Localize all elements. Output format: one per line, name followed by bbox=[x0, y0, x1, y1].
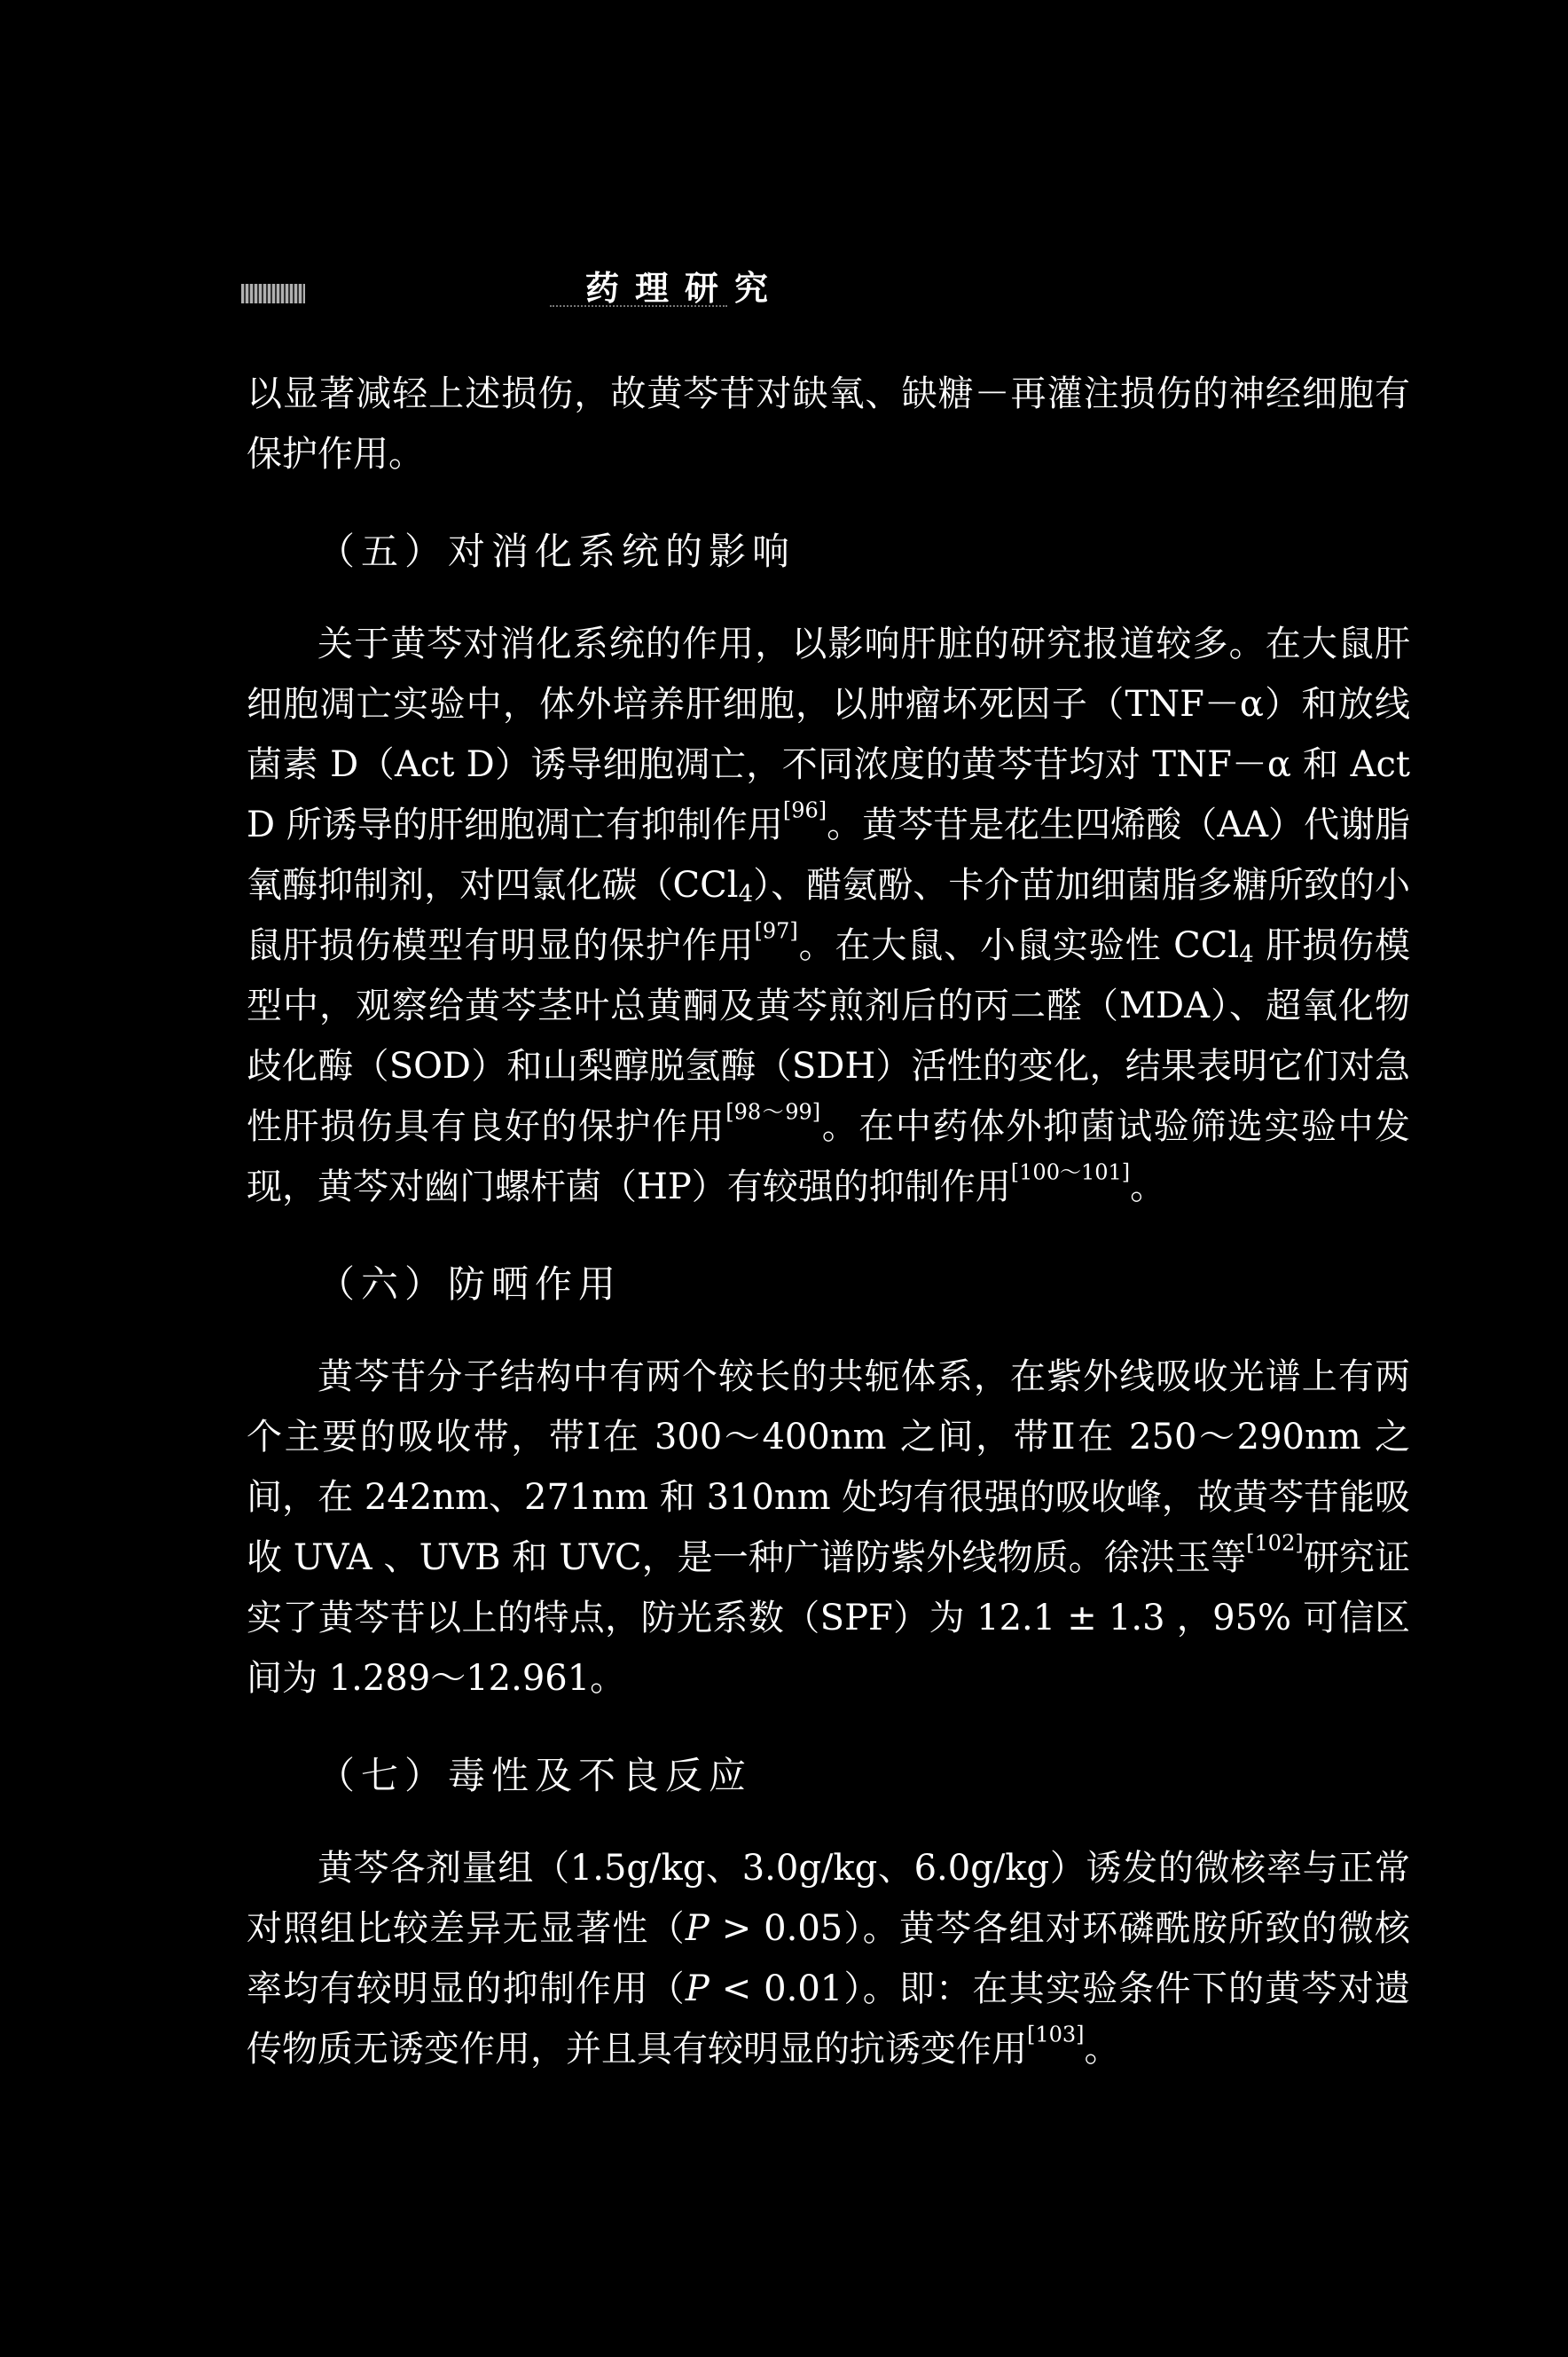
section-heading-digestive: （五）对消化系统的影响 bbox=[318, 530, 796, 573]
paragraph-sunscreen bbox=[247, 1347, 1410, 1709]
p-value-symbol: P bbox=[685, 1908, 710, 1949]
text-run: 关于黄芩对消化系统的作用，以影响肝脏的研究报道较多。在大鼠肝细胞凋亡实验中，体外培养肝细胞，以肿瘤坏死因子（TNF－α）和放线菌素 D（Act D）诱导细胞凋亡，不同浓度的黄芩苷均对 TNF－α 和 Act D 所诱导的肝细胞凋亡有抑制作用 bbox=[247, 624, 1410, 845]
text-run: < 0.01）。即：在其实验条件下的黄芩对遗传物质无诱变作用，并且具有较明显的抗诱变作用 bbox=[247, 1968, 1410, 2070]
section-heading-toxicity: （七）毒性及不良反应 bbox=[318, 1754, 753, 1797]
text-run: 黄芩苷分子结构中有两个较长的共轭体系，在紫外线吸收光谱上有两个主要的吸收带，带Ⅰ在 300～400nm 之间，带Ⅱ在 250～290nm 之间，在 242nm、271nm 和 310nm 处均有很强的吸收峰，故黄芩苷能吸收 UVA 、UVB 和 UVC，是一种广谱防紫外线物质。徐洪玉等 bbox=[247, 1356, 1410, 1578]
text-run: 。在大鼠、小鼠实验性 CCl bbox=[797, 925, 1240, 966]
running-title: 药理研究 bbox=[585, 268, 785, 308]
citation-ref: [102] bbox=[1246, 1530, 1304, 1556]
subscript: 4 bbox=[738, 881, 754, 908]
citation-ref: [98～99] bbox=[725, 1099, 821, 1125]
citation-ref: [100～101] bbox=[1010, 1159, 1131, 1185]
citation-ref: [96] bbox=[782, 797, 827, 823]
paragraph-toxicity bbox=[247, 1838, 1410, 2079]
paragraph-continued: 以显著减轻上述损伤，故黄芩苷对缺氧、缺糖－再灌注损伤的神经细胞有保护作用。 bbox=[247, 373, 1410, 475]
p-value-symbol: P bbox=[685, 1968, 710, 2009]
text-run: 研究证实了黄芩苷以上的特点，防光系数（SPF）为 12.1 ± 1.3 ，95% 可信区间为 1.289～12.961。 bbox=[247, 1537, 1410, 1699]
text-run: 黄芩各剂量组（1.5g/kg、3.0g/kg、6.0g/kg）诱发的微核率与正常对照组比较差异无显著性（ bbox=[247, 1848, 1410, 1949]
page-body bbox=[247, 364, 1410, 2079]
citation-ref: [103] bbox=[1027, 2022, 1085, 2047]
paragraph-digestive bbox=[247, 614, 1410, 1217]
text-run: 肝损伤模型中，观察给黄芩茎叶总黄酮及黄芩煎剂后的丙二醛（MDA）、超氧化物歧化酶（SOD）和山梨醇脱氢酶（SDH）活性的变化，结果表明它们对急性肝损伤具有良好的保护作用 bbox=[247, 925, 1411, 1147]
header-divider bbox=[550, 305, 727, 307]
citation-ref: [97] bbox=[754, 918, 798, 944]
text-run: 。在中药体外抑菌试验筛选实验中发现，黄芩对幽门螺杆菌（HP）有较强的抑制作用 bbox=[247, 1106, 1411, 1207]
text-run: 。 bbox=[1130, 1167, 1166, 1207]
header-ornament bbox=[241, 284, 305, 303]
text-run: 。 bbox=[1084, 2029, 1120, 2070]
subscript: 4 bbox=[1239, 941, 1254, 969]
text-run: > 0.05）。黄芩各组对环磷酰胺所致的微核率均有较明显的抑制作用（ bbox=[247, 1908, 1410, 2009]
section-heading-sunscreen: （六）防晒作用 bbox=[318, 1262, 623, 1306]
text-run: ）、醋氨酚、卡介苗加细菌脂多糖所致的小鼠肝损伤模型有明显的保护作用 bbox=[247, 865, 1410, 966]
page-header bbox=[0, 257, 1568, 310]
text-run: 。黄芩苷是花生四烯酸（AA）代谢脂氧酶抑制剂，对四氯化碳（CCl bbox=[247, 805, 1410, 906]
